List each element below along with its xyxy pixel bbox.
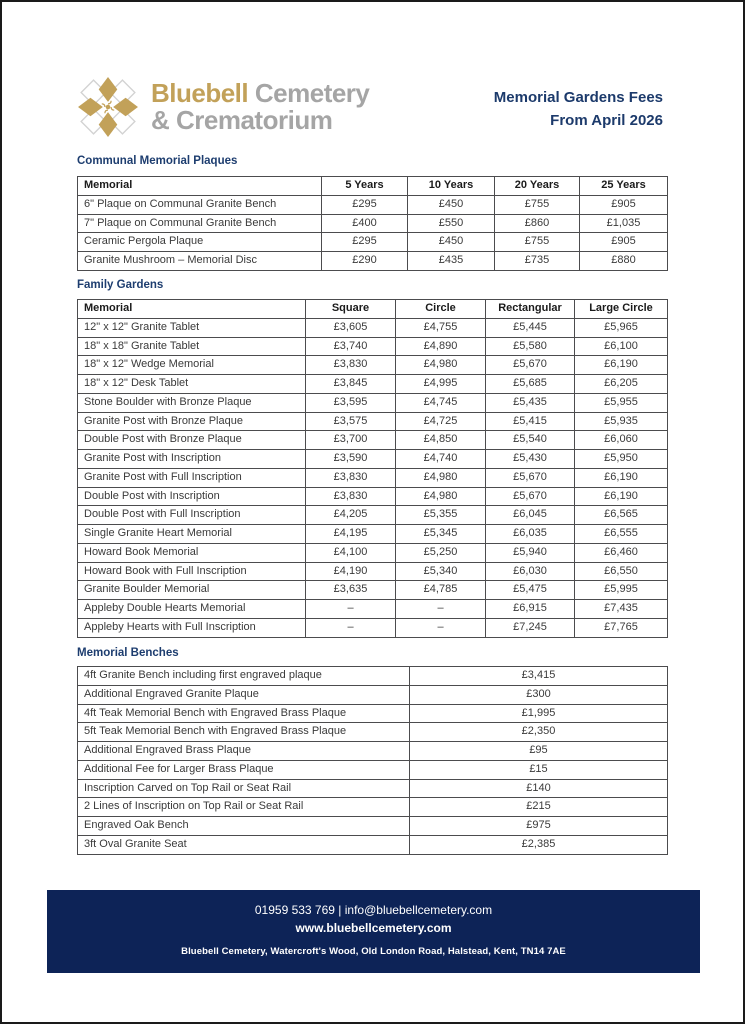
fee-value: £3,740 bbox=[306, 337, 396, 356]
fee-value: £4,725 bbox=[396, 412, 486, 431]
fee-value: £5,415 bbox=[486, 412, 575, 431]
brand-line2: & Crematorium bbox=[151, 105, 333, 135]
fee-value: – bbox=[396, 600, 486, 619]
footer-website: www.bluebellcemetery.com bbox=[295, 921, 452, 935]
memorial-label: Appleby Hearts with Full Inscription bbox=[78, 618, 306, 637]
table-row bbox=[78, 450, 668, 469]
section-title-communal-memorial-plaques: Communal Memorial Plaques bbox=[77, 155, 238, 167]
table-row bbox=[78, 337, 668, 356]
memorial-label: Howard Book Memorial bbox=[78, 543, 306, 562]
table-row bbox=[78, 543, 668, 562]
table-header bbox=[78, 177, 668, 196]
fee-value: £755 bbox=[495, 195, 580, 214]
logo bbox=[77, 76, 369, 138]
memorial-label: Single Granite Heart Memorial bbox=[78, 525, 306, 544]
brand-name bbox=[151, 80, 369, 133]
memorial-label: Inscription Carved on Top Rail or Seat Rail bbox=[78, 779, 410, 798]
fee-value: £6,045 bbox=[486, 506, 575, 525]
memorial-label: Granite Post with Full Inscription bbox=[78, 468, 306, 487]
brand-word-cemetery: Cemetery bbox=[254, 78, 370, 109]
fee-value: £5,430 bbox=[486, 450, 575, 469]
memorial-label: 18" x 18" Granite Tablet bbox=[78, 337, 306, 356]
fee-value: £4,100 bbox=[306, 543, 396, 562]
fee-value: £5,475 bbox=[486, 581, 575, 600]
document-title-line2: From April 2026 bbox=[550, 111, 663, 129]
memorial-label: 18" x 12" Desk Tablet bbox=[78, 375, 306, 394]
memorial-label: 7" Plaque on Communal Granite Bench bbox=[78, 214, 322, 233]
memorial-label: 18" x 12" Wedge Memorial bbox=[78, 356, 306, 375]
table-row bbox=[78, 618, 668, 637]
fee-value: £550 bbox=[408, 214, 495, 233]
fee-value: £300 bbox=[410, 685, 668, 704]
memorial-label: Additional Engraved Brass Plaque bbox=[78, 742, 410, 761]
table-row bbox=[78, 723, 668, 742]
memorial-benches-table bbox=[77, 666, 668, 855]
fee-value: £4,890 bbox=[396, 337, 486, 356]
fee-value: £3,830 bbox=[306, 487, 396, 506]
fee-value: £3,415 bbox=[410, 667, 668, 686]
table-row bbox=[78, 667, 668, 686]
table-row bbox=[78, 760, 668, 779]
table-body bbox=[78, 318, 668, 637]
memorial-label: Additional Fee for Larger Brass Plaque bbox=[78, 760, 410, 779]
section-title-family-gardens: Family Gardens bbox=[77, 279, 164, 291]
fee-value: £5,995 bbox=[575, 581, 668, 600]
fee-value: £95 bbox=[410, 742, 668, 761]
header bbox=[77, 76, 663, 138]
column-header: Rectangular bbox=[486, 300, 575, 319]
column-header: 25 Years bbox=[580, 177, 668, 196]
fee-value: £4,980 bbox=[396, 356, 486, 375]
fee-value: £7,245 bbox=[486, 618, 575, 637]
fee-value: £140 bbox=[410, 779, 668, 798]
table-row bbox=[78, 685, 668, 704]
fee-value: £3,700 bbox=[306, 431, 396, 450]
fee-value: £4,205 bbox=[306, 506, 396, 525]
memorial-label: Ceramic Pergola Plaque bbox=[78, 233, 322, 252]
table-row bbox=[78, 506, 668, 525]
fee-value: £880 bbox=[580, 252, 668, 271]
fee-value: £2,385 bbox=[410, 835, 668, 854]
fee-value: £5,670 bbox=[486, 487, 575, 506]
fee-value: £6,030 bbox=[486, 562, 575, 581]
fee-value: £400 bbox=[322, 214, 408, 233]
fee-value: £6,565 bbox=[575, 506, 668, 525]
fee-value: £6,190 bbox=[575, 468, 668, 487]
table-row bbox=[78, 233, 668, 252]
fee-value: £4,980 bbox=[396, 468, 486, 487]
fee-value: £735 bbox=[495, 252, 580, 271]
memorial-label: Additional Engraved Granite Plaque bbox=[78, 685, 410, 704]
column-header: Memorial bbox=[78, 177, 322, 196]
fee-value: £6,035 bbox=[486, 525, 575, 544]
fee-value: £1,035 bbox=[580, 214, 668, 233]
fee-value: £3,575 bbox=[306, 412, 396, 431]
communal-plaques-table bbox=[77, 176, 668, 271]
footer-address: Bluebell Cemetery, Watercroft's Wood, Old London Road, Halstead, Kent, TN14 7AE bbox=[181, 946, 566, 957]
fee-value: £6,205 bbox=[575, 375, 668, 394]
table-row bbox=[78, 581, 668, 600]
column-header: 5 Years bbox=[322, 177, 408, 196]
fee-value: £5,670 bbox=[486, 356, 575, 375]
fee-value: £5,355 bbox=[396, 506, 486, 525]
family-gardens-table bbox=[77, 299, 668, 638]
fee-value: £5,670 bbox=[486, 468, 575, 487]
memorial-label: 4ft Teak Memorial Bench with Engraved Brass Plaque bbox=[78, 704, 410, 723]
fee-value: £4,195 bbox=[306, 525, 396, 544]
fee-value: £3,845 bbox=[306, 375, 396, 394]
fee-value: £5,950 bbox=[575, 450, 668, 469]
brand-word-bluebell: Bluebell bbox=[151, 78, 249, 109]
section-title-memorial-benches: Memorial Benches bbox=[77, 647, 179, 659]
fee-value: £7,435 bbox=[575, 600, 668, 619]
fee-value: £4,850 bbox=[396, 431, 486, 450]
fee-value: £6,190 bbox=[575, 356, 668, 375]
table-row bbox=[78, 600, 668, 619]
fee-value: £6,100 bbox=[575, 337, 668, 356]
table-header-row bbox=[78, 300, 668, 319]
fee-value: £4,995 bbox=[396, 375, 486, 394]
fee-value: £5,940 bbox=[486, 543, 575, 562]
fee-value: £450 bbox=[408, 195, 495, 214]
table-row bbox=[78, 487, 668, 506]
memorial-label: 3ft Oval Granite Seat bbox=[78, 835, 410, 854]
fee-value: £3,830 bbox=[306, 356, 396, 375]
table-row bbox=[78, 742, 668, 761]
bluebell-flower-icon bbox=[77, 76, 139, 138]
fee-value: – bbox=[396, 618, 486, 637]
table-header-row bbox=[78, 177, 668, 196]
table-row bbox=[78, 704, 668, 723]
table-row bbox=[78, 252, 668, 271]
fee-value: £15 bbox=[410, 760, 668, 779]
fee-value: £905 bbox=[580, 233, 668, 252]
fee-value: £4,755 bbox=[396, 318, 486, 337]
fee-value: £6,460 bbox=[575, 543, 668, 562]
table-row bbox=[78, 468, 668, 487]
brand-line1 bbox=[151, 80, 369, 107]
fee-value: £5,445 bbox=[486, 318, 575, 337]
fee-value: £5,340 bbox=[396, 562, 486, 581]
fee-value: £905 bbox=[580, 195, 668, 214]
table-row bbox=[78, 195, 668, 214]
fee-value: £5,250 bbox=[396, 543, 486, 562]
table-row bbox=[78, 412, 668, 431]
memorial-label: Engraved Oak Bench bbox=[78, 817, 410, 836]
column-header: Large Circle bbox=[575, 300, 668, 319]
memorial-label: Stone Boulder with Bronze Plaque bbox=[78, 393, 306, 412]
column-header: Square bbox=[306, 300, 396, 319]
memorial-label: Double Post with Inscription bbox=[78, 487, 306, 506]
memorial-label: Double Post with Full Inscription bbox=[78, 506, 306, 525]
fee-value: £755 bbox=[495, 233, 580, 252]
column-header: Memorial bbox=[78, 300, 306, 319]
memorial-label: 2 Lines of Inscription on Top Rail or Seat Rail bbox=[78, 798, 410, 817]
memorial-label: 4ft Granite Bench including first engraved plaque bbox=[78, 667, 410, 686]
fee-value: £6,190 bbox=[575, 487, 668, 506]
table-row bbox=[78, 318, 668, 337]
fee-value: £7,765 bbox=[575, 618, 668, 637]
table-row bbox=[78, 214, 668, 233]
fee-value: £4,980 bbox=[396, 487, 486, 506]
fee-value: £6,060 bbox=[575, 431, 668, 450]
fee-value: – bbox=[306, 600, 396, 619]
document-title-line1: Memorial Gardens Fees bbox=[493, 89, 663, 106]
fee-value: £435 bbox=[408, 252, 495, 271]
fee-value: £5,540 bbox=[486, 431, 575, 450]
memorial-label: Granite Post with Bronze Plaque bbox=[78, 412, 306, 431]
fee-value: £5,935 bbox=[575, 412, 668, 431]
memorial-label: Howard Book with Full Inscription bbox=[78, 562, 306, 581]
fee-value: £295 bbox=[322, 233, 408, 252]
table-body bbox=[78, 667, 668, 855]
memorial-label: 6" Plaque on Communal Granite Bench bbox=[78, 195, 322, 214]
fee-value: £4,190 bbox=[306, 562, 396, 581]
fee-value: £3,590 bbox=[306, 450, 396, 469]
fee-value: £6,915 bbox=[486, 600, 575, 619]
table-body bbox=[78, 195, 668, 270]
memorial-label: Granite Mushroom – Memorial Disc bbox=[78, 252, 322, 271]
fee-value: £450 bbox=[408, 233, 495, 252]
fee-value: £5,580 bbox=[486, 337, 575, 356]
table-row bbox=[78, 525, 668, 544]
fee-value: £5,435 bbox=[486, 393, 575, 412]
fee-value: £3,635 bbox=[306, 581, 396, 600]
column-header: Circle bbox=[396, 300, 486, 319]
fee-value: £4,785 bbox=[396, 581, 486, 600]
table-row bbox=[78, 779, 668, 798]
table-row bbox=[78, 375, 668, 394]
fee-value: £1,995 bbox=[410, 704, 668, 723]
table-row bbox=[78, 356, 668, 375]
memorial-label: Appleby Double Hearts Memorial bbox=[78, 600, 306, 619]
fee-value: £975 bbox=[410, 817, 668, 836]
footer-contact: 01959 533 769 | info@bluebellcemetery.com bbox=[254, 903, 493, 917]
fee-value: £5,955 bbox=[575, 393, 668, 412]
table-header bbox=[78, 300, 668, 319]
fee-value: £6,550 bbox=[575, 562, 668, 581]
memorial-label: Granite Post with Inscription bbox=[78, 450, 306, 469]
table-row bbox=[78, 798, 668, 817]
fee-value: £290 bbox=[322, 252, 408, 271]
fee-value: £3,605 bbox=[306, 318, 396, 337]
fee-value: £860 bbox=[495, 214, 580, 233]
column-header: 20 Years bbox=[495, 177, 580, 196]
table-row bbox=[78, 817, 668, 836]
memorial-label: 12" x 12" Granite Tablet bbox=[78, 318, 306, 337]
fee-value: £6,555 bbox=[575, 525, 668, 544]
document-title bbox=[494, 76, 663, 132]
fee-value: £3,830 bbox=[306, 468, 396, 487]
fee-value: £2,350 bbox=[410, 723, 668, 742]
fee-value: £295 bbox=[322, 195, 408, 214]
memorial-label: Double Post with Bronze Plaque bbox=[78, 431, 306, 450]
table-row bbox=[78, 835, 668, 854]
table-row bbox=[78, 393, 668, 412]
fee-value: £3,595 bbox=[306, 393, 396, 412]
memorial-label: Granite Boulder Memorial bbox=[78, 581, 306, 600]
table-row bbox=[78, 431, 668, 450]
fee-value: £4,740 bbox=[396, 450, 486, 469]
fee-value: £5,345 bbox=[396, 525, 486, 544]
fee-value: £5,685 bbox=[486, 375, 575, 394]
memorial-label: 5ft Teak Memorial Bench with Engraved Brass Plaque bbox=[78, 723, 410, 742]
fee-value: £5,965 bbox=[575, 318, 668, 337]
column-header: 10 Years bbox=[408, 177, 495, 196]
fee-value: – bbox=[306, 618, 396, 637]
fee-value: £215 bbox=[410, 798, 668, 817]
footer bbox=[47, 890, 700, 973]
table-row bbox=[78, 562, 668, 581]
fee-value: £4,745 bbox=[396, 393, 486, 412]
